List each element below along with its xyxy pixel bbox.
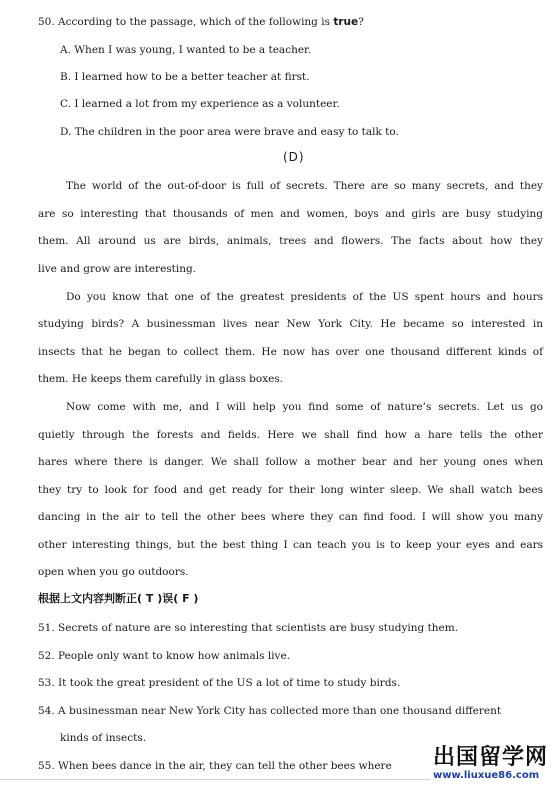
statement-55: 55. When bees dance in the air, they can tell the other bees where (38, 760, 392, 772)
instruction-text: 根据上文内容判断正( T )误( F ) (38, 592, 199, 605)
section-marker: (D) (283, 150, 305, 164)
passage-line: them. He keeps them carefully in glass boxes. (38, 373, 284, 385)
watermark-url: www.liuxue86.com (432, 770, 540, 781)
passage-line: open when you go outdoors. (38, 566, 189, 578)
option-c: C. I learned a lot from my experience as a volunteer. (60, 98, 340, 110)
statement-53: 53. It took the great president of the US a lot of time to study birds. (38, 677, 401, 689)
passage-line: dancing in the air to tell the other bees where they can find food. I will show you many (38, 511, 543, 523)
passage-line: are so interesting that thousands of men and women, boys and girls are busy studying (38, 208, 543, 220)
passage-line: they try to look for food and get ready for their long winter sleep. We shall watch bees (38, 484, 543, 496)
page-divider (0, 779, 430, 780)
passage-line: hares where there is danger. We shall follow a mother bear and her young ones when (38, 456, 543, 468)
option-a: A. When I was young, I wanted to be a teacher. (60, 44, 312, 56)
statement-54: 54. A businessman near New York City has collected more than one thousand different (38, 705, 502, 717)
question-stem: 50. According to the passage, which of the following is true? (38, 16, 364, 28)
statement-51: 51. Secrets of nature are so interesting that scientists are busy studying them. (38, 622, 459, 634)
passage-line: other interesting things, but the best thing I can teach you is to keep your eyes and ears (38, 539, 543, 551)
passage-line: Now come with me, and I will help you find some of nature’s secrets. Let us go (66, 401, 543, 413)
statement-54-cont: kinds of insects. (60, 732, 147, 744)
passage-line: them. All around us are birds, animals, trees and flowers. The facts about how they (38, 235, 543, 247)
passage-line: studying birds? A businessman lives near New York City. He became so interested in (38, 318, 543, 330)
passage-line: quietly through the forests and fields. Here we shall find how a hare tells the other (38, 429, 543, 441)
watermark-logo (433, 746, 548, 782)
statement-52: 52. People only want to know how animals live. (38, 650, 291, 662)
passage-line: Do you know that one of the greatest presidents of the US spent hours and hours (66, 291, 543, 303)
passage-line: live and grow are interesting. (38, 263, 197, 275)
watermark-text: 出国留学网 (432, 745, 548, 770)
option-b: B. I learned how to be a better teacher at first. (60, 71, 310, 83)
passage-line: insects that he began to collect them. He now has over one thousand different kinds of (38, 346, 543, 358)
option-d: D. The children in the poor area were brave and easy to talk to. (60, 126, 399, 138)
passage-line: The world of the out-of-door is full of secrets. There are so many secrets, and they (66, 180, 543, 192)
